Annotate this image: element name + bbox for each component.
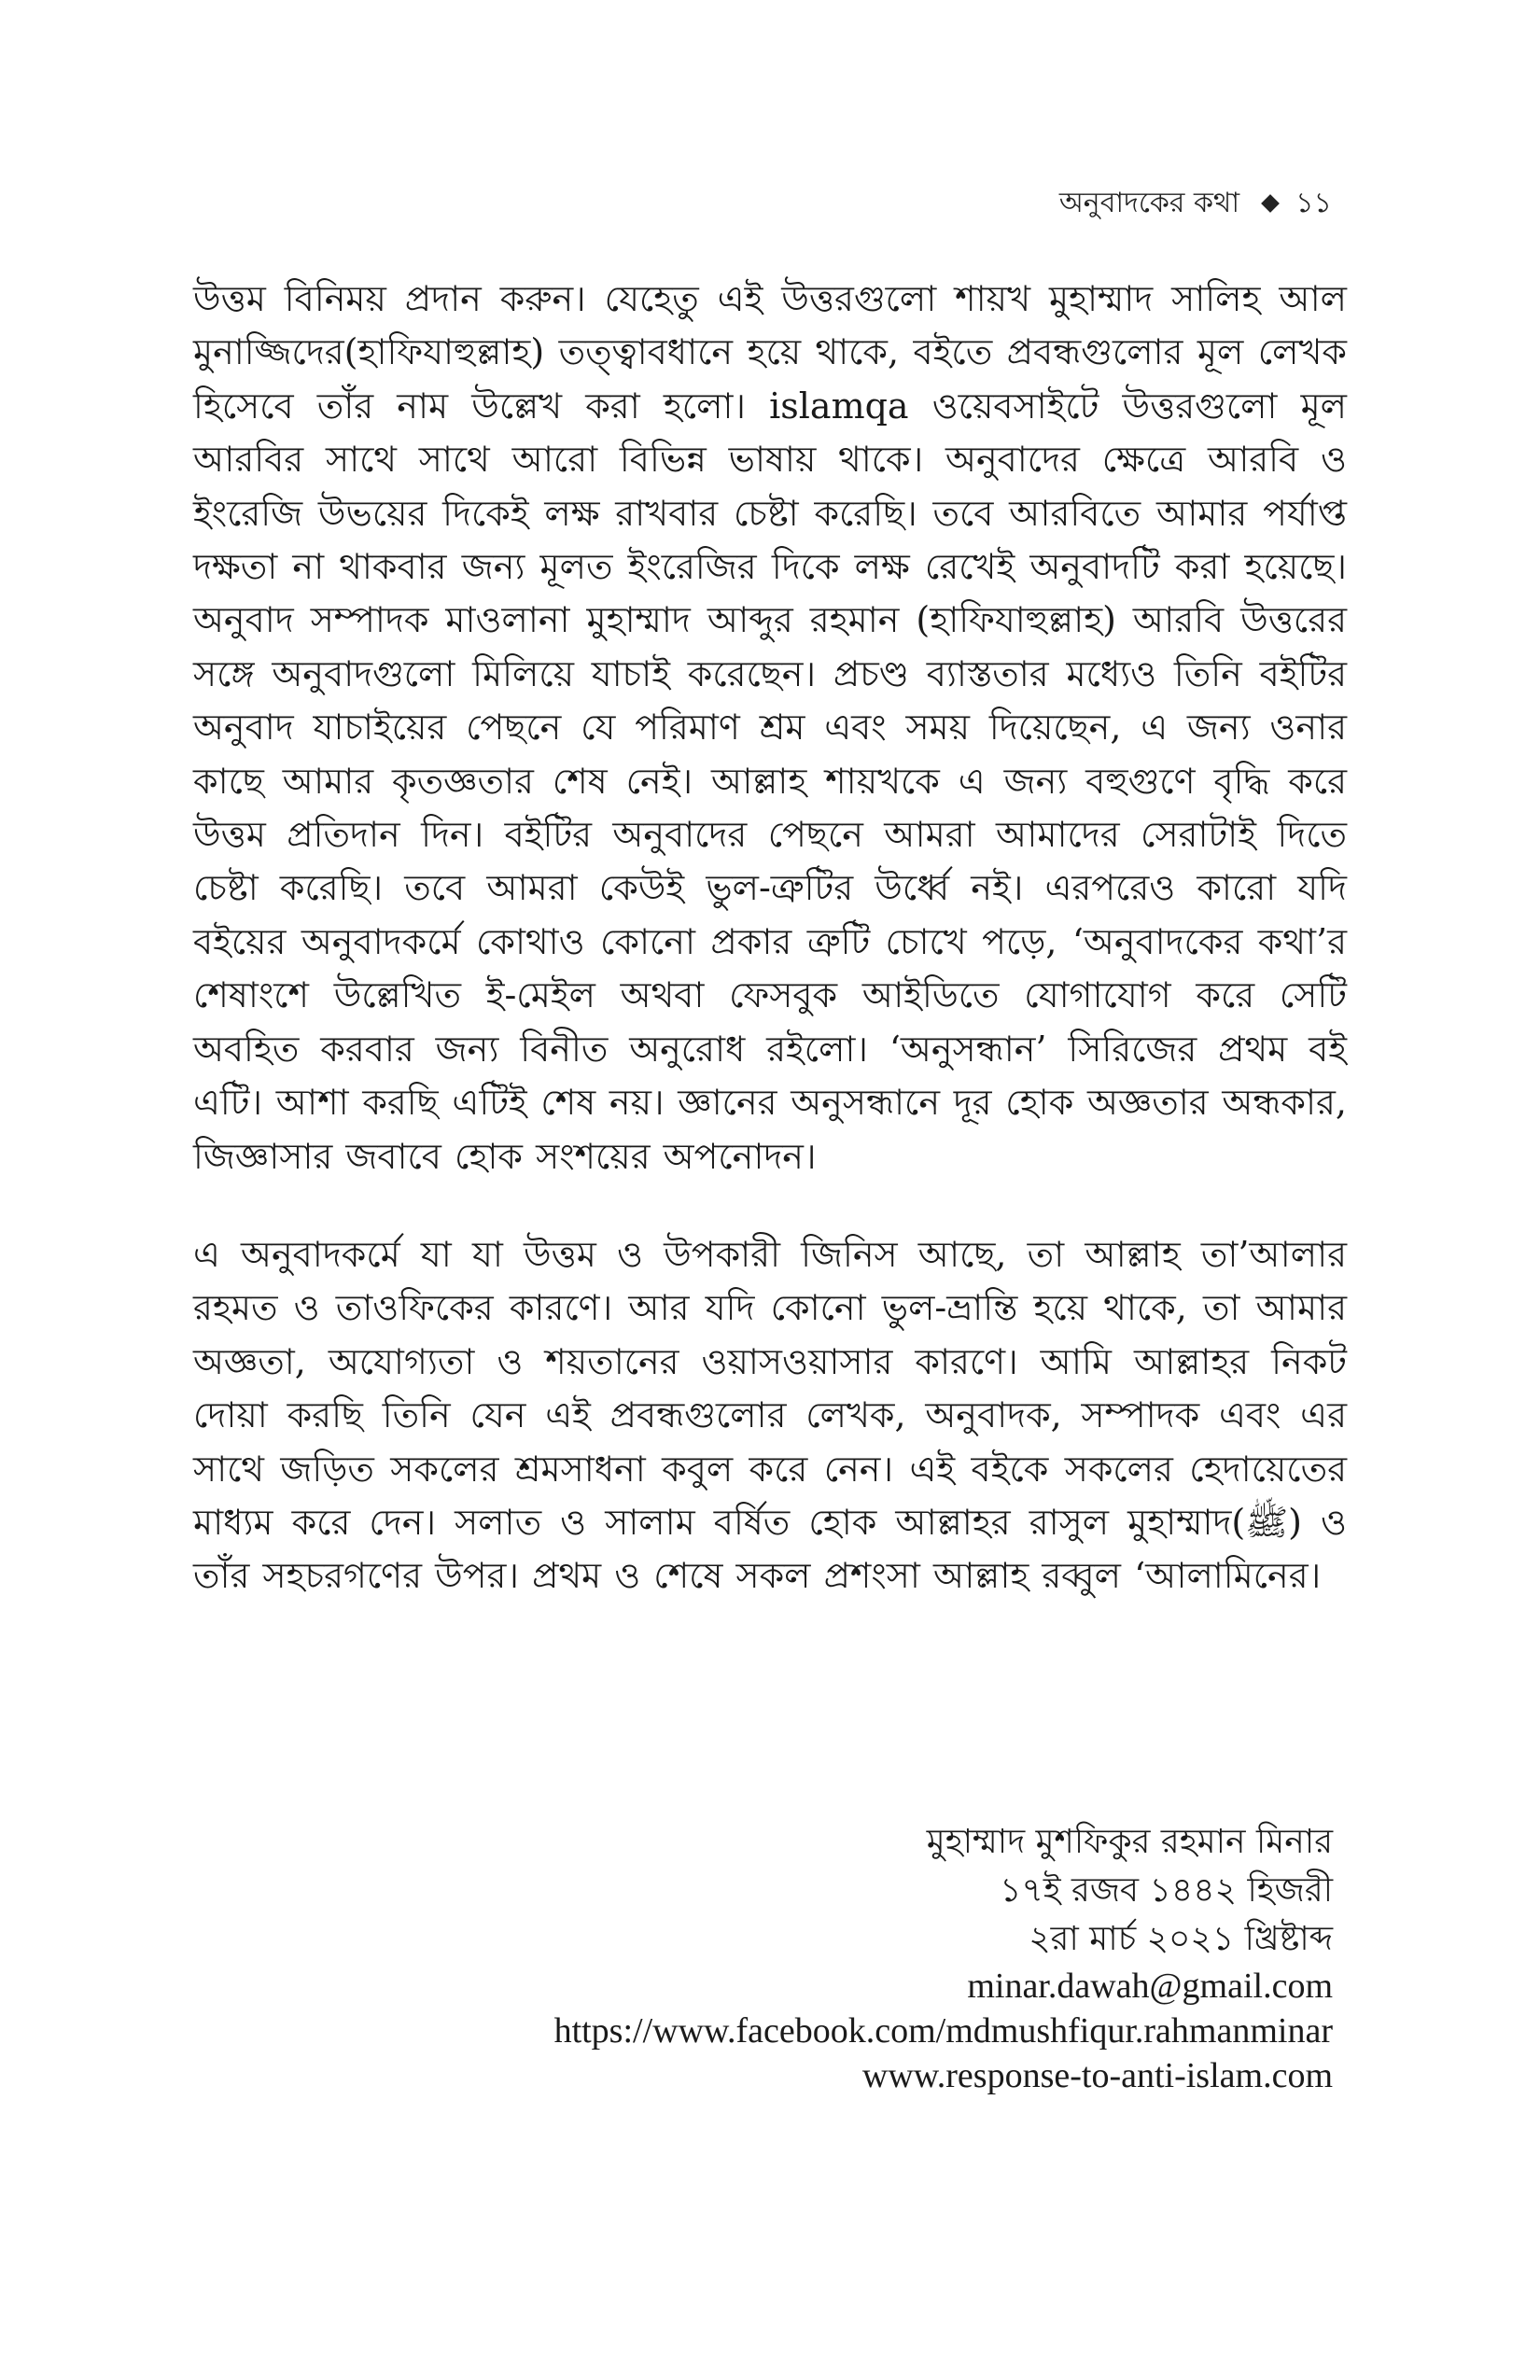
website-url: www.response-to-anti-islam.com [861, 2056, 1333, 2095]
body-text [193, 273, 1347, 1603]
paragraph: এ অনুবাদকর্মে যা যা উত্তম ও উপকারী জিনিস আছে, তা আল্লাহ তা’আলার রহমত ও তাওফিকের কারণে। আর যদি কোনো ভুল-ভ্রান্তি হয়ে থাকে, তা আমার অজ্ঞতা, অযোগ্যতা ও শয়তানের ওয়াসওয়াসার কারণে। আমি আল্লাহর নিকট দোয়া করছি তিনি যেন এই প্রবন্ধগুলোর লেখক, অনুবাদক, সম্পাদক এবং এর সাথে জড়িত সকলের শ্রমসাধনা কবুল করে নেন। এই বইকে সকলের হেদায়েতের মাধ্যম করে দেন। সলাত ও সালাম বর্ষিত হোক আল্লাহর রাসুল মুহাম্মাদ(ﷺ) ও তাঁর সহচরগণের উপর। প্রথম ও শেষে সকল প্রশংসা আল্লাহ রব্বুল ‘আলামিনের। [193, 1233, 1347, 1597]
diamond-icon [1261, 194, 1280, 213]
gregorian-date: ২রা মার্চ ২০২১ খ্রিষ্টাব্দ [1029, 1920, 1333, 1958]
chapter-title: অনুবাদকের কথা [1058, 187, 1240, 219]
page-number: ১১ [1295, 187, 1332, 219]
email-address: minar.dawah@gmail.com [967, 1967, 1333, 2006]
author-name: মুহাম্মাদ মুশফিকুর রহমান মিনার [926, 1823, 1333, 1861]
hijri-date: ১৭ই রজব ১৪৪২ হিজরী [1000, 1871, 1333, 1910]
paragraph: উত্তম বিনিময় প্রদান করুন। যেহেতু এই উত্তরগুলো শায়খ মুহাম্মাদ সালিহ আল মুনাজ্জিদের(হাফিযাহুল্লাহ) তত্ত্বাবধানে হয়ে থাকে, বইতে প্রবন্ধগুলোর মূল লেখক হিসেবে তাঁর নাম উল্লেখ করা হলো। islamqa ওয়েবসাইটে উত্তরগুলো মূল আরবির সাথে সাথে আরো বিভিন্ন ভাষায় থাকে। অনুবাদের ক্ষেত্রে আরবি ও ইংরেজি উভয়ের দিকেই লক্ষ রাখবার চেষ্টা করেছি। তবে আরবিতে আমার পর্যাপ্ত দক্ষতা না থাকবার জন্য মূলত ইংরেজির দিকে লক্ষ রেখেই অনুবাদটি করা হয়েছে। অনুবাদ সম্পাদক মাওলানা মুহাম্মাদ আব্দুর রহমান (হাফিযাহুল্লাহ) আরবি উত্তরের সঙ্গে অনুবাদগুলো মিলিয়ে যাচাই করেছেন। প্রচণ্ড ব্যাস্ততার মধ্যেও তিনি বইটির অনুবাদ যাচাইয়ের পেছনে যে পরিমাণ শ্রম এবং সময় দিয়েছেন, এ জন্য ওনার কাছে আমার কৃতজ্ঞতার শেষ নেই। আল্লাহ শায়খকে এ জন্য বহুগুণে বৃদ্ধি করে উত্তম প্রতিদান দিন। বইটির অনুবাদের পেছনে আমরা আমাদের সেরাটাই দিতে চেষ্টা করেছি। তবে আমরা কেউই ভুল-ত্রুটির উর্ধ্বে নই। এরপরেও কারো যদি বইয়ের অনুবাদকর্মে কোথাও কোনো প্রকার ত্রুটি চোখে পড়ে, ‘অনুবাদকের কথা’র শেষাংশে উল্লেখিত ই-মেইল অথবা ফেসবুক আইডিতে যোগাযোগ করে সেটি অবহিত করবার জন্য বিনীত অনুরোধ রইলো। ‘অনুসন্ধান’ সিরিজের প্রথম বই এটি। আশা করছি এটিই শেষ নয়। জ্ঞানের অনুসন্ধানে দূর হোক অজ্ঞতার অন্ধকার, জিজ্ঞাসার জবাবে হোক সংশয়ের অপনোদন। [193, 278, 1347, 1177]
facebook-url: https://www.facebook.com/mdmushfiqur.rahmanminar [553, 2011, 1333, 2051]
running-header [1059, 185, 1332, 222]
signature-block [554, 1818, 1333, 2098]
